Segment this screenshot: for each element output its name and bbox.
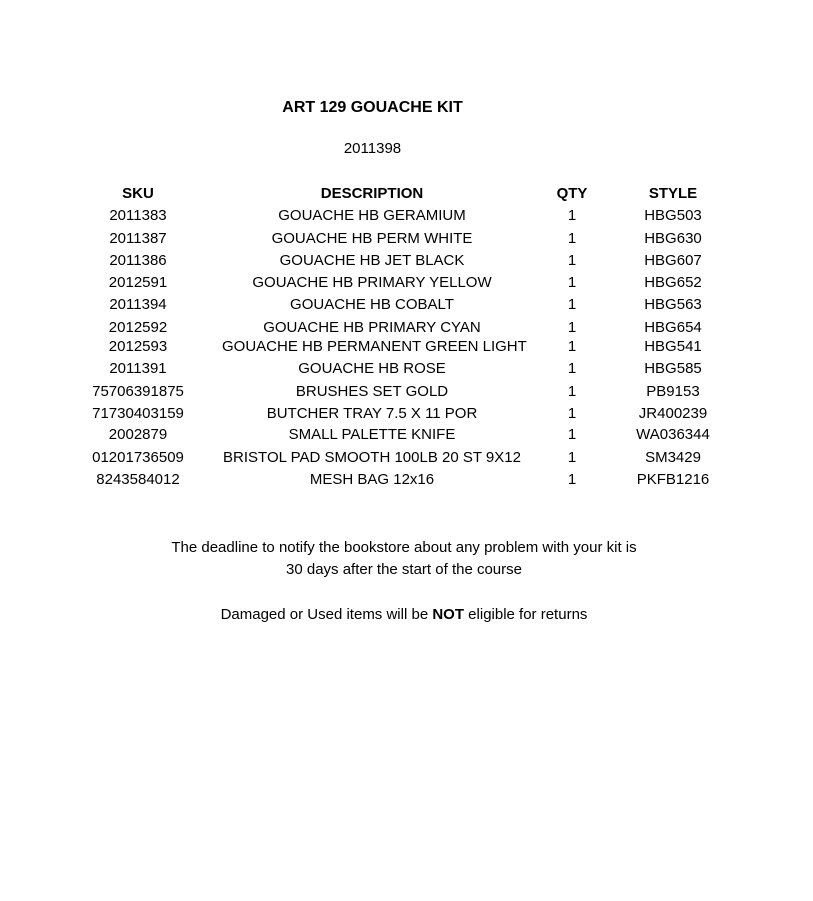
cell-style: HBG654 — [644, 319, 702, 336]
cell-qty: 1 — [567, 471, 577, 488]
cell-sku: 2011391 — [109, 360, 167, 377]
column-header-style: STYLE — [648, 185, 698, 202]
cell-sku: 2002879 — [108, 426, 168, 443]
cell-style: JR400239 — [638, 405, 708, 422]
deadline-notice-line-1: The deadline to notify the bookstore about any problem with your kit is — [171, 539, 637, 556]
cell-description: GOUACHE HB PRIMARY YELLOW — [252, 274, 492, 291]
cell-sku: 2011383 — [109, 207, 167, 224]
page-title: ART 129 GOUACHE KIT — [282, 99, 463, 116]
column-header-sku: SKU — [122, 185, 154, 202]
cell-qty: 1 — [567, 449, 577, 466]
cell-description: SMALL PALETTE KNIFE — [288, 426, 456, 443]
cell-description: BUTCHER TRAY 7.5 X 11 POR — [266, 405, 478, 422]
cell-sku: 75706391875 — [92, 383, 184, 400]
returns-notice-text-before: Damaged or Used items will be — [220, 606, 433, 623]
cell-qty: 1 — [567, 252, 577, 269]
cell-sku: 2011387 — [109, 230, 167, 247]
cell-qty: 1 — [567, 296, 577, 313]
cell-style: HBG563 — [644, 296, 702, 313]
cell-style: PKFB1216 — [636, 471, 710, 488]
cell-description: GOUACHE HB PERM WHITE — [271, 230, 473, 247]
cell-description: GOUACHE HB PRIMARY CYAN — [263, 319, 481, 336]
cell-qty: 1 — [567, 360, 577, 377]
cell-qty: 1 — [567, 230, 577, 247]
cell-style: SM3429 — [645, 449, 701, 466]
cell-sku: 2011394 — [109, 296, 167, 313]
returns-notice — [0, 604, 808, 626]
cell-description: GOUACHE HB GERAMIUM — [278, 207, 466, 224]
cell-description: BRUSHES SET GOLD — [295, 383, 449, 400]
cell-sku: 2011386 — [109, 252, 167, 269]
cell-qty: 1 — [567, 426, 577, 443]
cell-style: PB9153 — [646, 383, 700, 400]
cell-style: HBG503 — [644, 207, 702, 224]
cell-style: HBG652 — [644, 274, 702, 291]
cell-qty: 1 — [567, 383, 577, 400]
cell-sku: 01201736509 — [92, 449, 184, 466]
cell-style: HBG607 — [644, 252, 702, 269]
cell-qty: 1 — [567, 338, 577, 355]
cell-sku: 8243584012 — [96, 471, 180, 488]
cell-style: WA036344 — [636, 426, 710, 443]
cell-qty: 1 — [567, 207, 577, 224]
cell-sku: 2012592 — [108, 319, 168, 336]
cell-description: GOUACHE HB COBALT — [290, 296, 454, 313]
cell-style: HBG541 — [644, 338, 702, 355]
column-header-qty: QTY — [556, 185, 588, 202]
deadline-notice-line-2: 30 days after the start of the course — [286, 561, 522, 578]
cell-description: MESH BAG 12x16 — [309, 471, 435, 488]
returns-notice-emphasis: NOT — [432, 606, 465, 623]
kit-number: 2011398 — [343, 140, 402, 157]
cell-style: HBG630 — [644, 230, 702, 247]
cell-description: BRISTOL PAD SMOOTH 100LB 20 ST 9X12 — [223, 449, 521, 466]
cell-qty: 1 — [567, 405, 577, 422]
cell-style: HBG585 — [644, 360, 702, 377]
cell-qty: 1 — [567, 319, 577, 336]
cell-sku: 71730403159 — [92, 405, 184, 422]
cell-sku: 2012593 — [108, 338, 168, 355]
cell-description: GOUACHE HB PERMANENT GREEN LIGHT — [222, 338, 527, 355]
returns-notice-text-after: eligible for returns — [464, 606, 588, 623]
cell-description: GOUACHE HB JET BLACK — [279, 252, 465, 269]
cell-qty: 1 — [567, 274, 577, 291]
cell-sku: 2012591 — [108, 274, 168, 291]
cell-description: GOUACHE HB ROSE — [298, 360, 446, 377]
column-header-description: DESCRIPTION — [320, 185, 424, 202]
deadline-notice — [0, 537, 808, 581]
